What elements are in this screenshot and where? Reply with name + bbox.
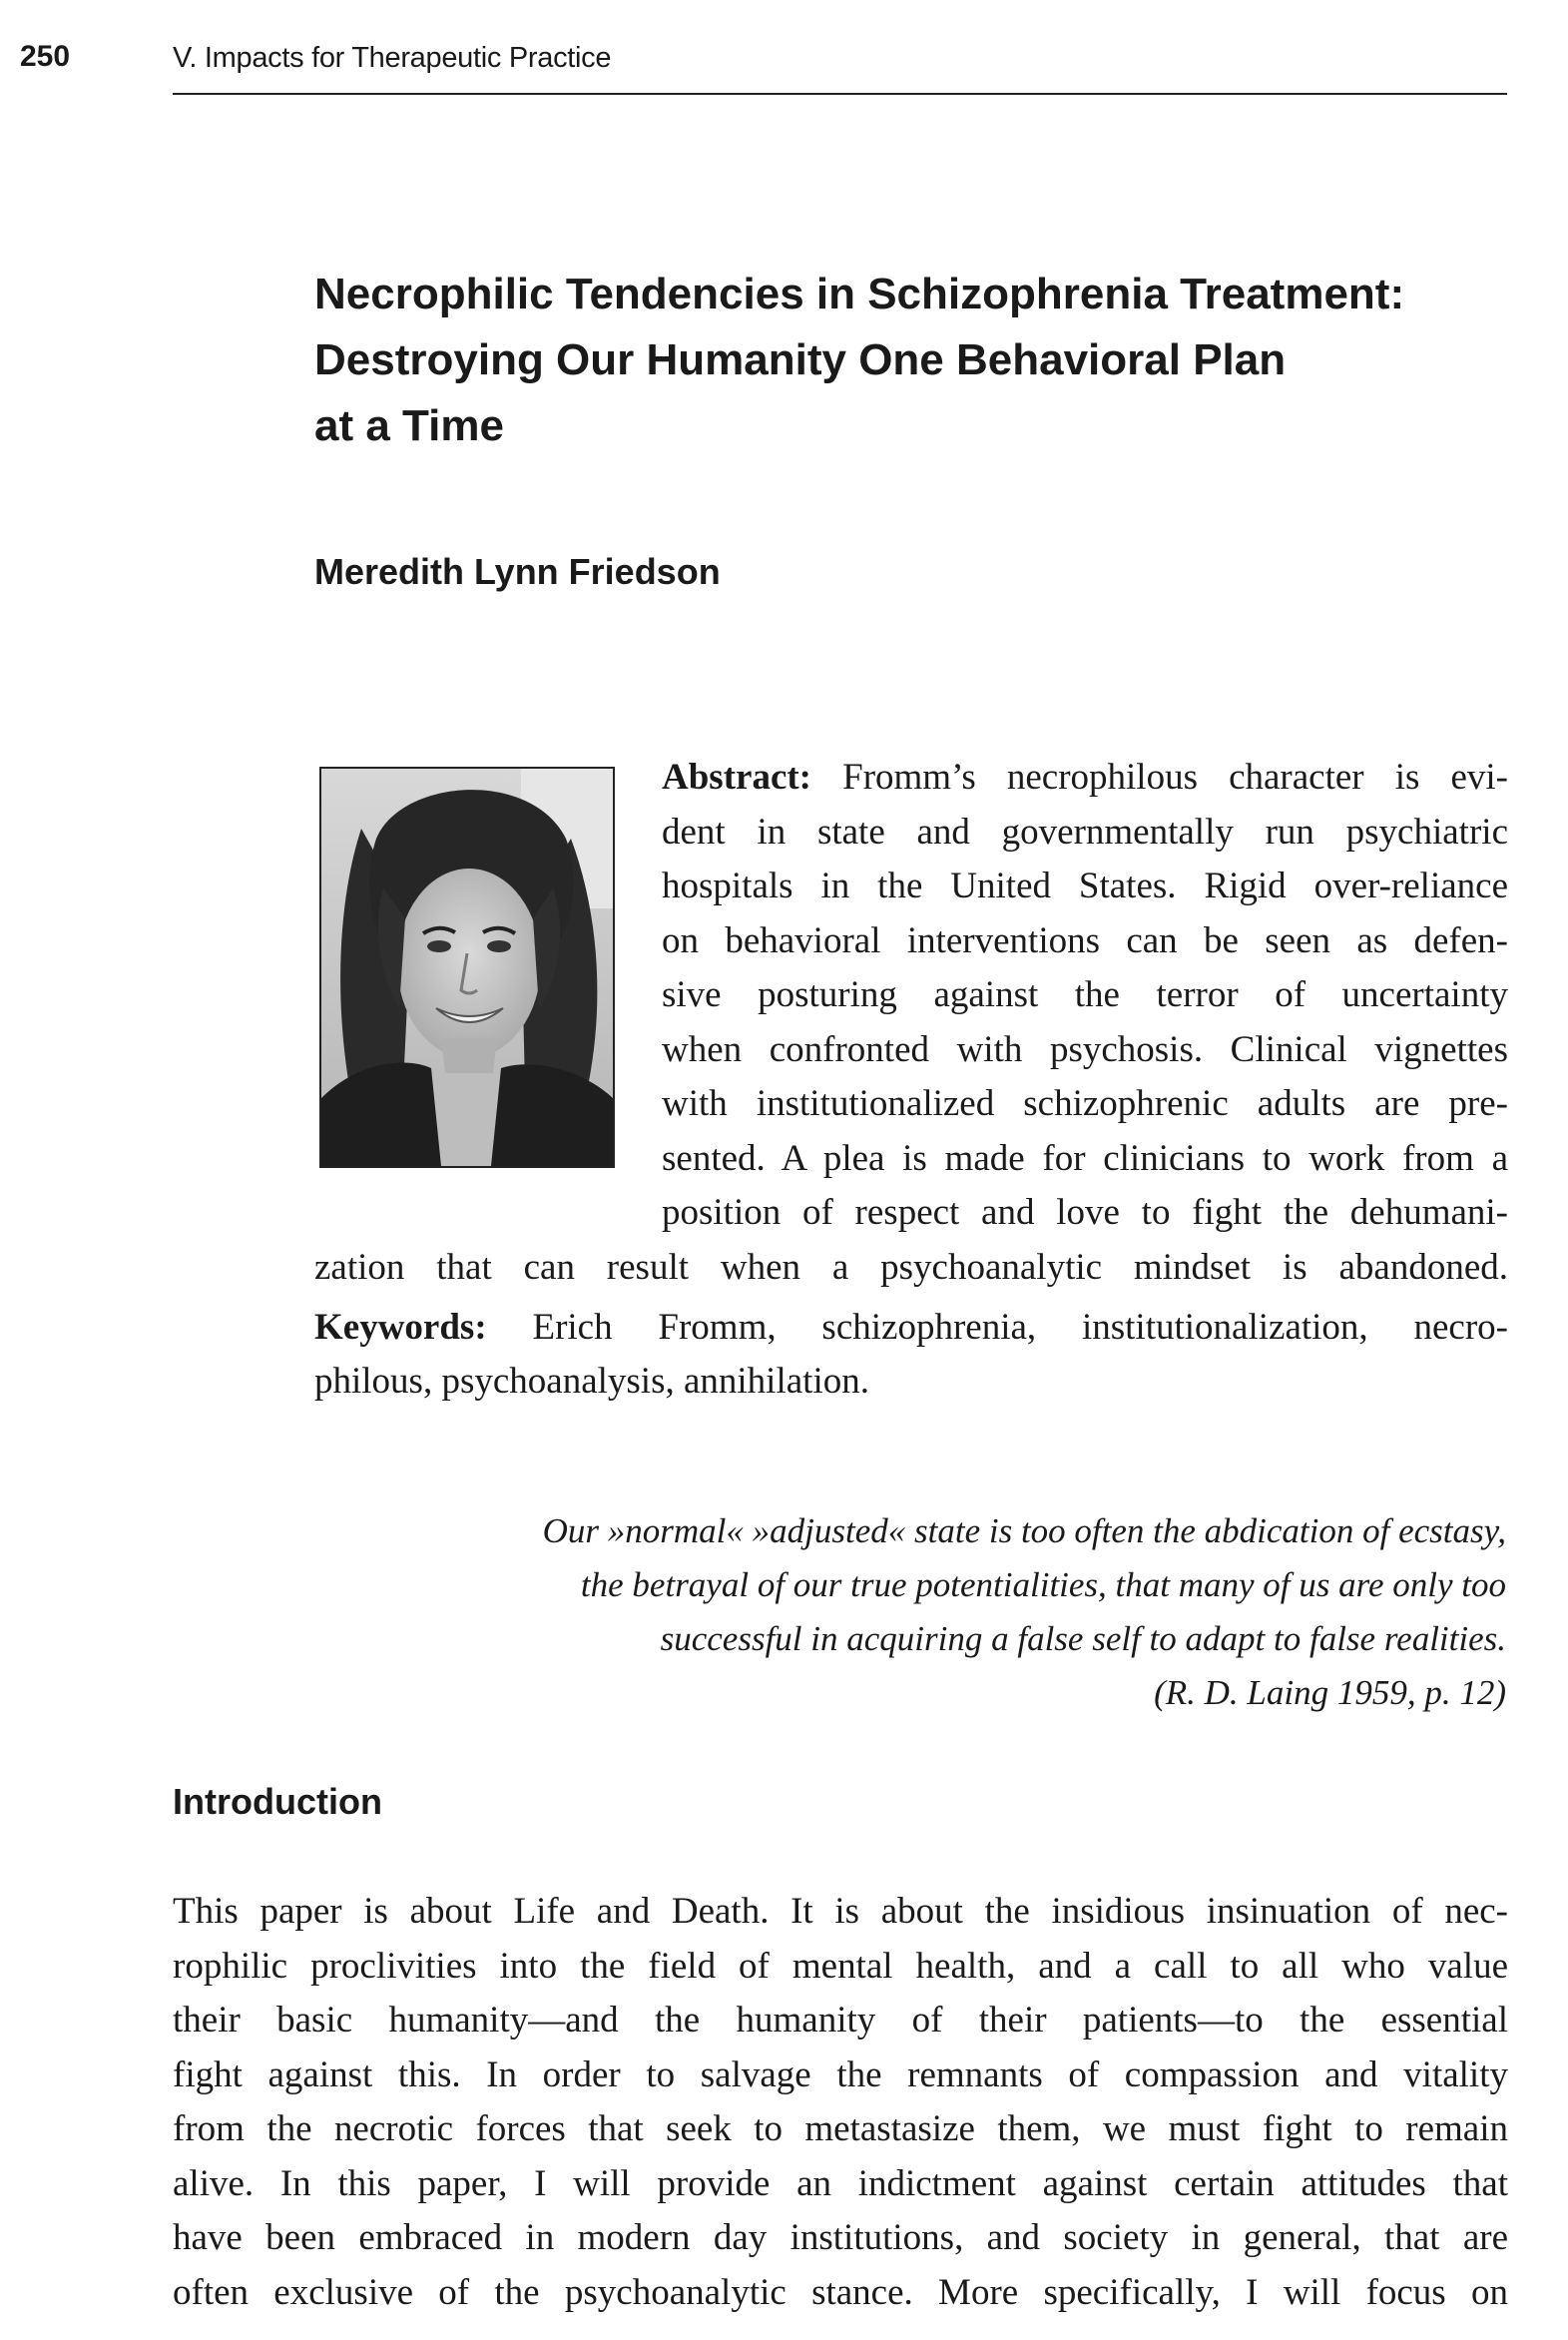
keywords-line — [314, 1301, 1508, 1355]
article-title — [314, 262, 1512, 459]
running-head: V. Impacts for Therapeutic Practice — [173, 42, 612, 74]
epigraph-citation: (R. D. Laing 1959, p. 12) — [1154, 1673, 1506, 1712]
epigraph-line: successful in acquiring a false self to adapt to false realities. — [660, 1619, 1506, 1658]
abstract-first-line-text: Fromm’s necrophilous character is evi- — [811, 757, 1508, 798]
abstract-line: with institutionalized schizophrenic adults are pre- — [662, 1083, 1508, 1124]
body-line: rophilic proclivities into the field of mental health, and a call to all who value — [173, 1945, 1508, 1987]
title-line: Necrophilic Tendencies in Schizophrenia Treatment: — [314, 270, 1405, 318]
body-line: their basic humanity—and the humanity of their patients—to the essential — [173, 2000, 1508, 2041]
header-rule — [173, 93, 1507, 95]
keywords-label: Keywords: — [314, 1307, 487, 1348]
abstract-line — [314, 751, 1508, 806]
introduction-body — [173, 1885, 1508, 2320]
keywords-first-line-text: Erich Fromm, schizophrenia, institutionalization, necro- — [486, 1307, 1508, 1348]
abstract-line: zation that can result when a psychoanalytic mindset is abandoned. — [314, 1246, 1508, 1288]
epigraph-line: the betrayal of our true potentialities, that many of us are only too — [580, 1565, 1506, 1604]
title-line: Destroying Our Humanity One Behavioral Plan — [314, 335, 1287, 384]
abstract-line: position of respect and love to fight the dehumani- — [662, 1192, 1508, 1233]
abstract-line: sented. A plea is made for clinicians to work from a — [662, 1137, 1508, 1179]
epigraph — [308, 1504, 1506, 1720]
abstract-line: on behavioral interventions can be seen as defen- — [662, 919, 1508, 961]
title-line: at a Time — [314, 401, 504, 450]
abstract-line: sive posturing against the terror of uncertainty — [662, 974, 1508, 1015]
body-line: from the necrotic forces that seek to metastasize them, we must fight to remain — [173, 2108, 1508, 2149]
body-line: This paper is about Life and Death. It is about the insidious insinuation of nec- — [173, 1891, 1508, 1932]
body-line: fight against this. In order to salvage the remnants of compassion and vitality — [173, 2053, 1508, 2095]
author-name: Meredith Lynn Friedson — [314, 551, 721, 592]
body-line: alive. In this paper, I will provide an indictment against certain attitudes that — [173, 2162, 1508, 2204]
keywords-line: philous, psychoanalysis, annihilation. — [314, 1361, 869, 1402]
epigraph-line: Our »normal« »adjusted« state is too often the abdication of ecstasy, — [542, 1511, 1506, 1550]
abstract-line: dent in state and governmentally run psychiatric — [662, 811, 1508, 853]
section-heading-introduction: Introduction — [173, 1781, 382, 1822]
abstract-line: hospitals in the United States. Rigid over-reliance — [662, 866, 1508, 906]
keywords — [314, 1301, 1508, 1409]
abstract — [314, 751, 1508, 1295]
abstract-label: Abstract: — [662, 757, 812, 798]
page-number: 250 — [20, 40, 71, 73]
body-line: have been embraced in modern day institutions, and society in general, that are — [173, 2217, 1508, 2258]
abstract-line: when confronted with psychosis. Clinical vignettes — [662, 1028, 1508, 1070]
body-line: often exclusive of the psychoanalytic stance. More specifically, I will focus on — [173, 2271, 1508, 2313]
